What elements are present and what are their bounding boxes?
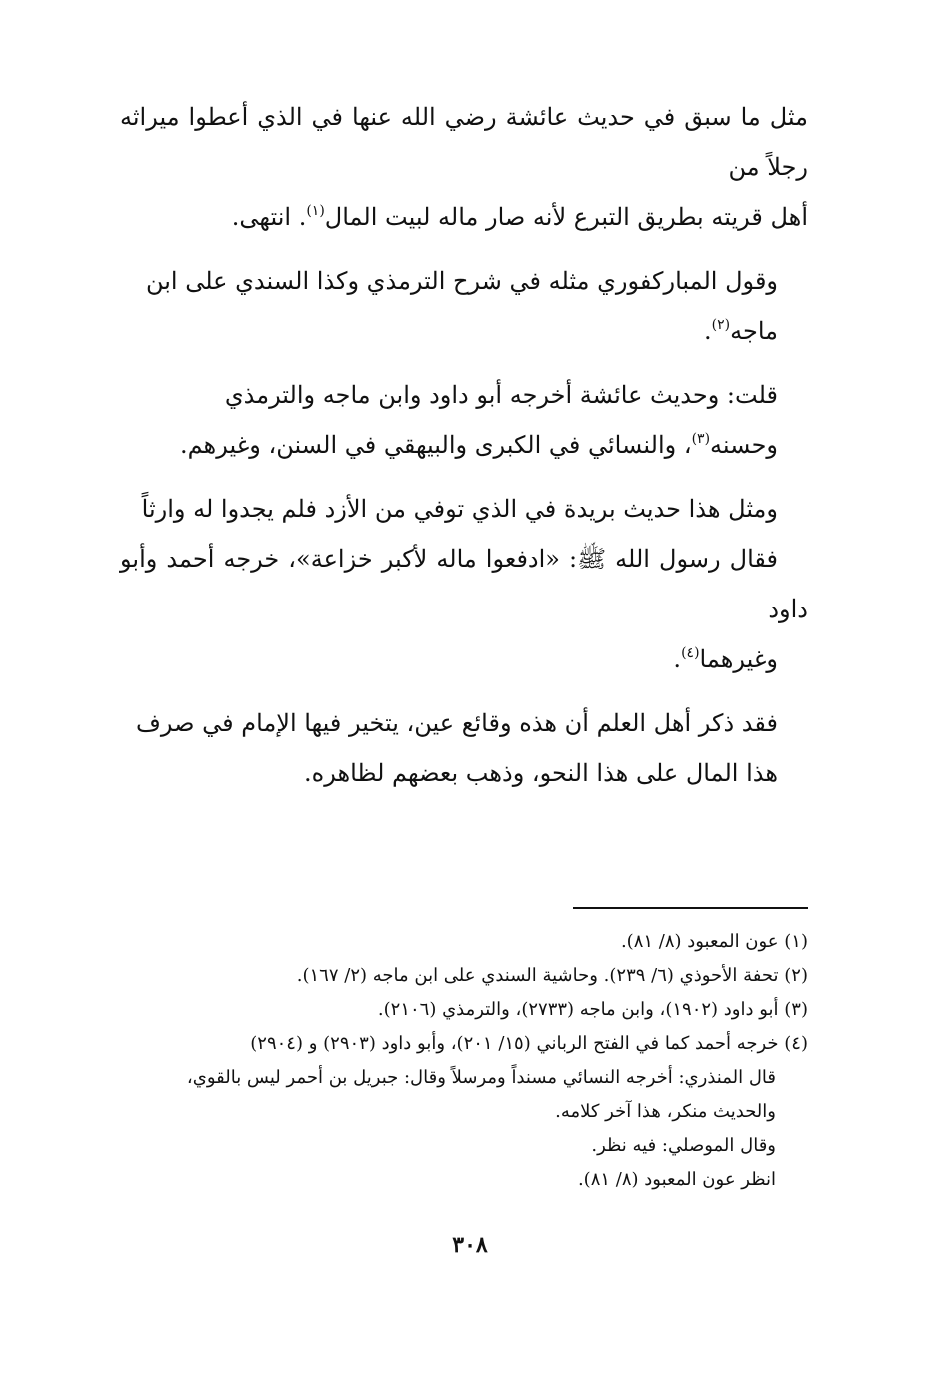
text-line: فقال رسول الله ﷺ: «ادفعوا ماله لأكبر خزاعة»، خرجه أحمد وأبو داود xyxy=(120,545,808,623)
main-text xyxy=(120,92,808,812)
text-line: ومثل هذا حديث بريدة في الذي توفي من الأزد فلم يجدوا له وارثاً xyxy=(141,495,778,523)
text-line: وقول المباركفوري مثله في شرح الترمذي وكذا السندي على ابن xyxy=(145,267,778,295)
text-run: ، والنسائي في الكبرى والبيهقي في السنن، وغيرهم. xyxy=(179,431,692,459)
paragraph-1 xyxy=(120,92,808,242)
footnote-4-line: انظر عون المعبود (٨/ ٨١). xyxy=(577,1169,776,1190)
footnote-separator xyxy=(573,907,808,909)
text-run: . xyxy=(673,645,682,673)
text-run: وغيرهما xyxy=(699,645,778,673)
footnote-ref[interactable]: (٤) xyxy=(681,645,700,661)
footnote-4-line: قال المنذري: أخرجه النسائي مسنداً ومرسلاً وقال: جبريل بن أحمر ليس بالقوي، xyxy=(186,1067,776,1088)
paragraph-4 xyxy=(120,484,808,684)
text-line xyxy=(120,420,808,470)
footnote-ref[interactable]: (١) xyxy=(306,203,325,219)
text-line: قلت: وحديث عائشة أخرجه أبو داود وابن ماجه والترمذي xyxy=(224,381,778,409)
footnote-ref[interactable]: (٢) xyxy=(711,317,731,333)
footnote-4-line: وقال الموصلي: فيه نظر. xyxy=(591,1135,776,1156)
text-line: هذا المال على هذا النحو، وذهب بعضهم لظاهره. xyxy=(304,759,778,787)
footnotes xyxy=(120,925,808,1197)
paragraph-5 xyxy=(120,698,808,798)
footnote-4: (٤) خرجه أحمد كما في الفتح الرباني (١٥/ ٢٠١)، وأبو داود (٢٩٠٣) و (٢٩٠٤) xyxy=(250,1033,808,1054)
paragraph-2 xyxy=(120,256,808,356)
page-number: ٣٠٨ xyxy=(452,1232,488,1258)
footnote-1: (١) عون المعبود (٨/ ٨١). xyxy=(620,931,808,952)
footnote-ref[interactable]: (٣) xyxy=(691,431,711,447)
text-line xyxy=(120,306,808,356)
text-run: . انتهى. xyxy=(231,203,307,231)
text-run: . xyxy=(704,317,712,345)
text-line xyxy=(120,192,808,242)
text-line: مثل ما سبق في حديث عائشة رضي الله عنها في الذي أعطوا ميراثه رجلاً من xyxy=(120,103,808,181)
text-run: وحسنه xyxy=(710,431,778,459)
text-run: أهل قريته بطريق التبرع لأنه صار ماله لبيت المال xyxy=(324,203,808,231)
footnote-4-line: والحديث منكر، هذا آخر كلامه. xyxy=(555,1101,776,1122)
text-line: فقد ذكر أهل العلم أن هذه وقائع عين، يتخير فيها الإمام في صرف xyxy=(136,709,778,737)
footnote-2: (٢) تحفة الأحوذي (٦/ ٢٣٩). وحاشية السندي على ابن ماجه (٢/ ١٦٧). xyxy=(296,965,808,986)
paragraph-3 xyxy=(120,370,808,470)
footnote-3: (٣) أبو داود (١٩٠٢)، وابن ماجه (٢٧٣٣)، والترمذي (٢١٠٦). xyxy=(377,999,808,1020)
text-run: ماجه xyxy=(730,317,778,345)
text-line xyxy=(120,634,808,684)
